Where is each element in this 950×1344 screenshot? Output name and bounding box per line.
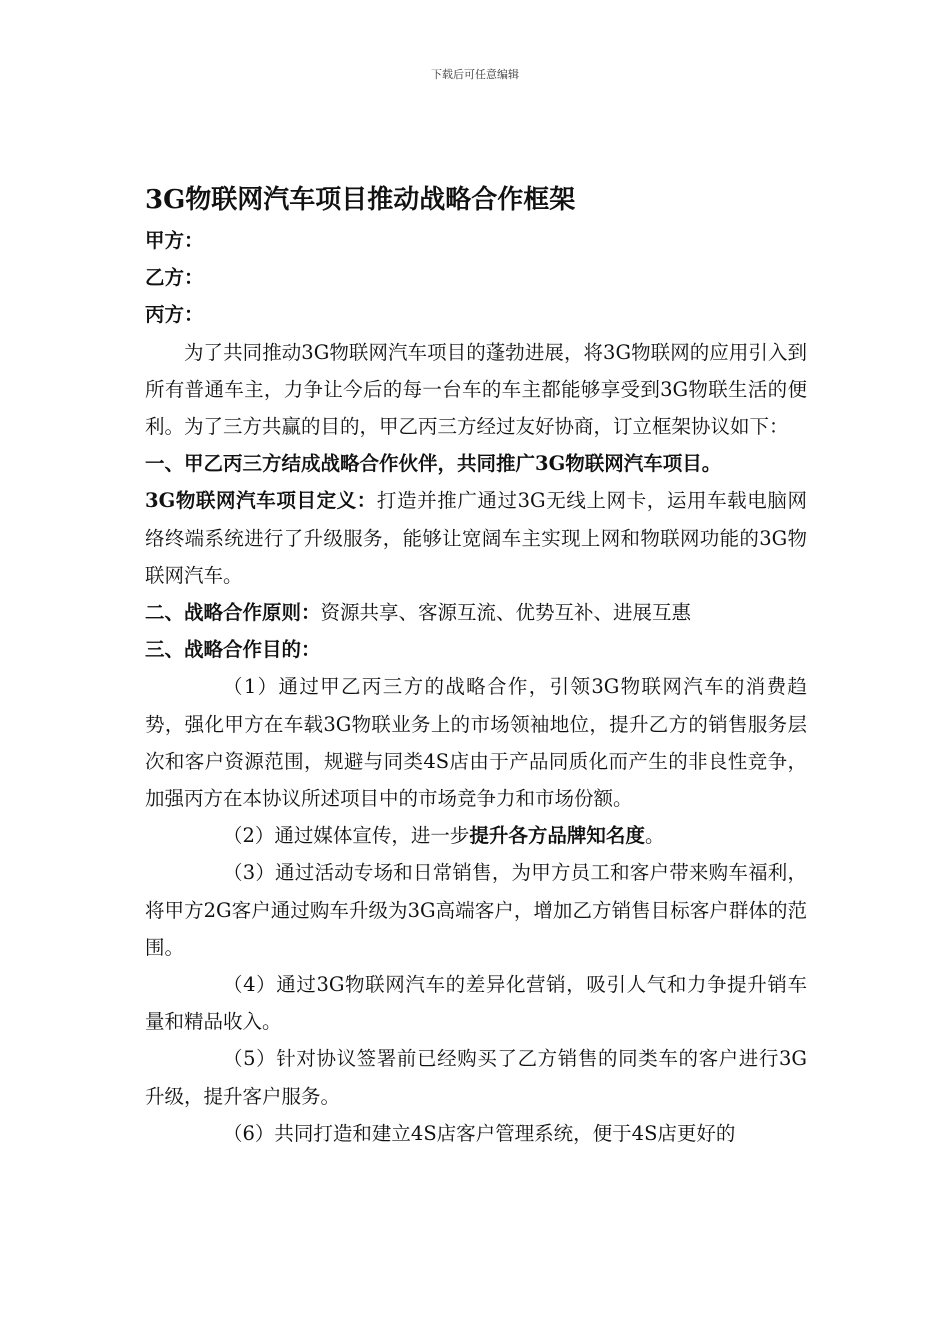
party-b: 乙方：	[145, 266, 204, 290]
objective-item-5: （5）针对协议签署前已经购买了乙方销售的同类车的客户进行3G升级，提升客户服务。	[145, 1047, 807, 1108]
objective-item-2	[145, 817, 807, 854]
definition-text: 打造并推广通过3G无线上网卡，运用车载电脑网络终端系统进行了升级服务，能够让宽阔车主实现上网和物联网功能的3G物联网汽车。	[145, 489, 807, 587]
objective-item-2-bold: 提升各方品牌知名度	[469, 824, 645, 848]
section1-heading: 一、甲乙丙三方结成战略合作伙伴，共同推广3G物联网汽车项目。	[145, 452, 722, 476]
document-body	[145, 180, 807, 1152]
section1-definition	[145, 482, 807, 594]
definition-label: 3G物联网汽车项目定义：	[145, 489, 377, 513]
section2-text: 资源共享、客源互流、优势互补、进展互惠	[320, 601, 692, 625]
objective-item-4: （4）通过3G物联网汽车的差异化营销，吸引人气和力争提升销车量和精品收入。	[145, 973, 807, 1034]
objective-item-2-prefix: （2）通过媒体宣传，进一步	[223, 824, 470, 848]
section3-heading: 三、战略合作目的：	[145, 638, 321, 662]
intro-paragraph: 为了共同推动3G物联网汽车项目的蓬勃进展，将3G物联网的应用引入到所有普通车主，力争让今后的每一台车的车主都能够享受到3G物联生活的便利。为了三方共赢的目的，甲乙丙三方经过友好协商，订立框架协议如下：	[145, 340, 807, 439]
party-a: 甲方：	[145, 229, 204, 252]
party-c: 丙方：	[145, 303, 204, 327]
objective-item-3: （3）通过活动专场和日常销售，为甲方员工和客户带来购车福利，将甲方2G客户通过购车升级为3G高端客户，增加乙方销售目标客户群体的范围。	[145, 861, 807, 959]
document-title: 3G物联网汽车项目推动战略合作框架	[145, 185, 576, 215]
objective-item-2-suffix: 。	[644, 824, 665, 848]
objective-item-1: （1）通过甲乙丙三方的战略合作，引领3G物联网汽车的消费趋势，强化甲方在车载3G物联业务上的市场领袖地位，提升乙方的销售服务层次和客户资源范围，规避与同类4S店由于产品同质化而产生的非良性竞争，加强丙方在本协议所述项目中的市场竞争力和市场份额。	[145, 675, 807, 811]
objective-item-6: （6）共同打造和建立4S店客户管理系统，便于4S店更好的	[223, 1121, 736, 1145]
section2-heading: 二、战略合作原则：	[145, 601, 321, 625]
header-note: 下载后可任意编辑	[431, 68, 519, 81]
section2-principles	[145, 594, 807, 631]
